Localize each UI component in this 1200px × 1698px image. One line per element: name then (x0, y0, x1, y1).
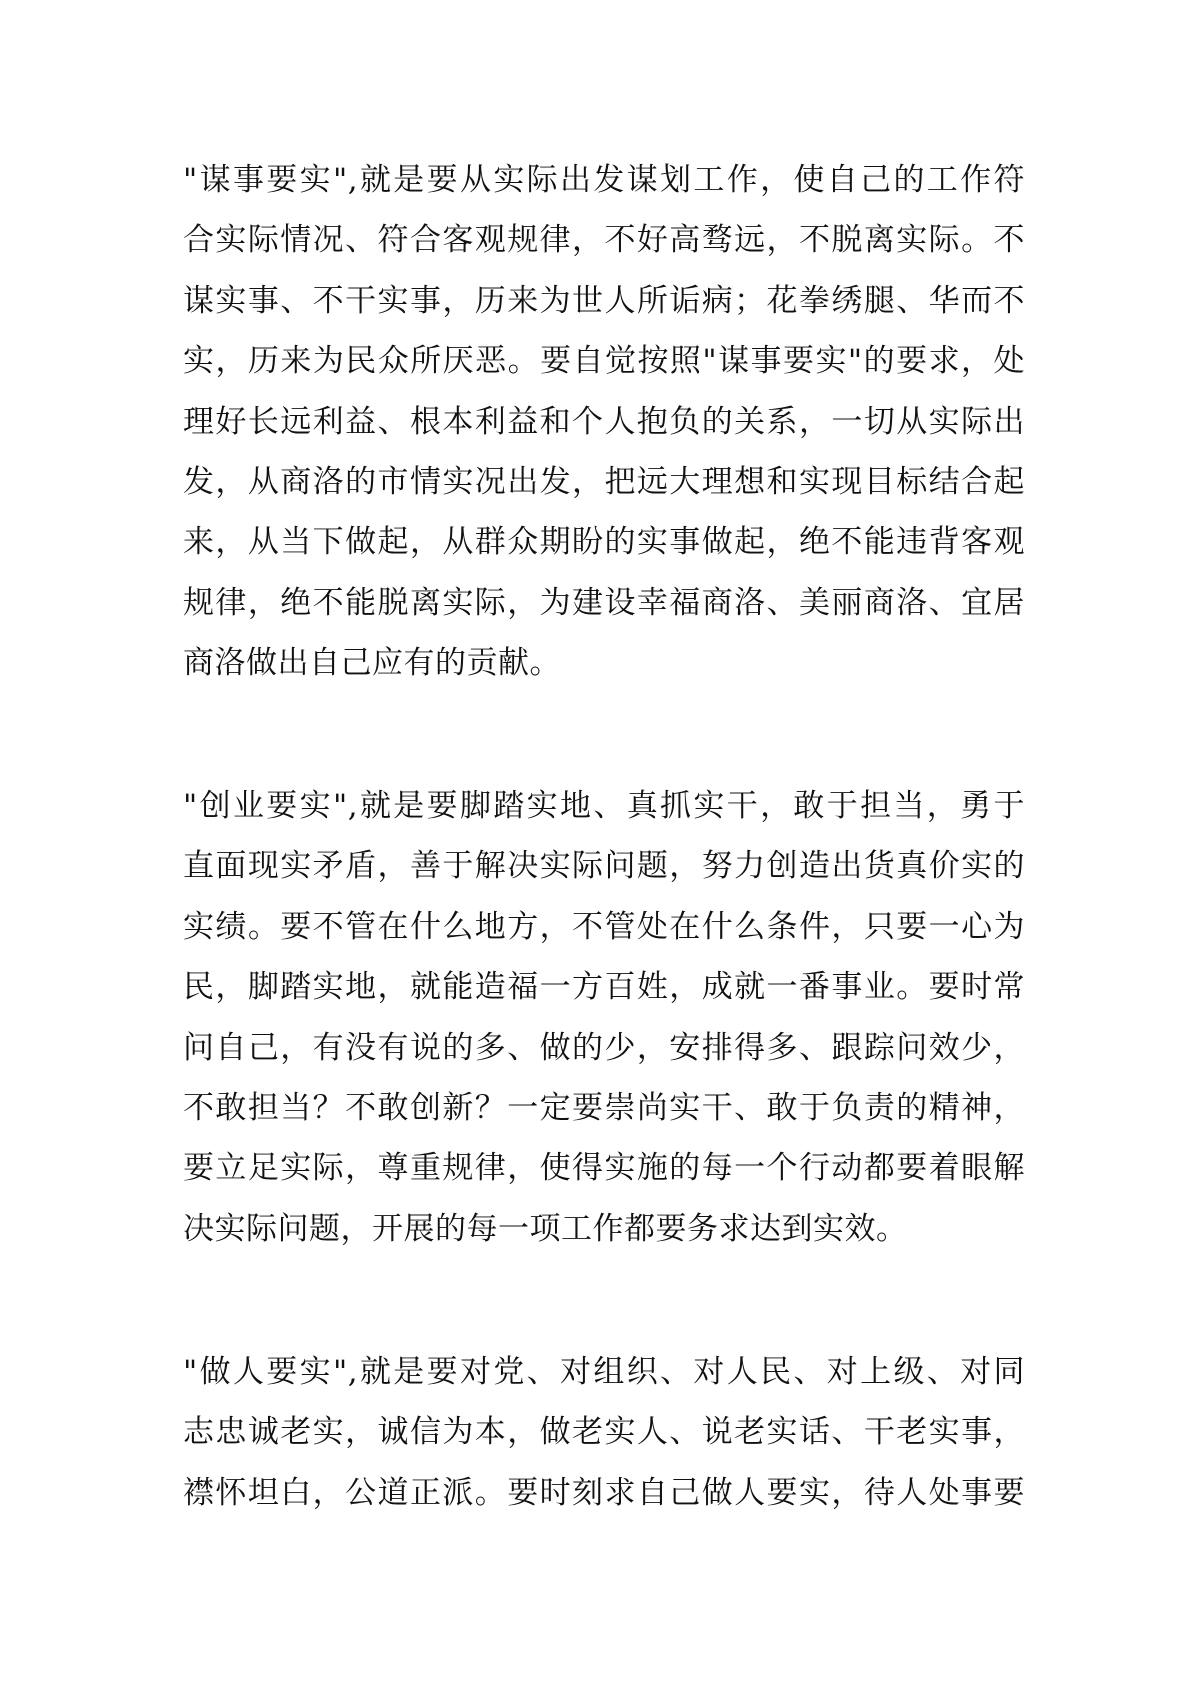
text-line: 襟怀坦白，公道正派。要时刻求自己做人要实，待人处事要 (183, 1474, 1025, 1511)
text-line: 理好长远利益、根本利益和个人抱负的关系，一切从实际出 (183, 403, 1025, 440)
paragraph-scheming-practical (183, 150, 1025, 694)
text-line: 发，从商洛的市情实况出发，把远大理想和实现目标结合起 (183, 463, 1025, 500)
text-line: 问自己，有没有说的多、做的少，安排得多、跟踪问效少， (183, 1029, 1025, 1066)
text-line: 要立足实际，尊重规律，使得实施的每一个行动都要着眼解 (183, 1150, 1025, 1187)
text-line: 直面现实矛盾，善于解决实际问题，努力创造出货真价实的 (183, 848, 1025, 885)
paragraph-conduct-practical (183, 1342, 1025, 1523)
text-line: 民，脚踏实地，就能造福一方百姓，成就一番事业。要时常 (183, 969, 1025, 1006)
text-line: 实绩。要不管在什么地方，不管处在什么条件，只要一心为 (183, 908, 1025, 945)
text-line: 商洛做出自己应有的贡献。 (183, 645, 561, 682)
text-line: "谋事要实",就是要从实际出发谋划工作，使自己的工作符 (183, 162, 1025, 198)
text-line: 规律，绝不能脱离实际，为建设幸福商洛、美丽商洛、宜居 (183, 584, 1025, 621)
text-line: 志忠诚老实，诚信为本，做老实人、说老实话、干老实事， (183, 1414, 1025, 1451)
text-line: 决实际问题，开展的每一项工作都要务求达到实效。 (183, 1210, 908, 1247)
text-line: "做人要实",就是要对党、对组织、对人民、对上级、对同 (183, 1354, 1025, 1390)
text-line: 合实际情况、符合客观规律，不好高骛远，不脱离实际。不 (183, 222, 1025, 259)
text-line: 不敢担当？不敢创新？一定要崇尚实干、敢于负责的精神， (183, 1089, 1025, 1126)
text-line: 实，历来为民众所厌恶。要自觉按照"谋事要实"的要求，处 (183, 343, 1025, 380)
text-line: "创业要实",就是要脚踏实地、真抓实干，敢于担当，勇于 (183, 788, 1025, 824)
text-line: 谋实事、不干实事，历来为世人所诟病；花拳绣腿、华而不 (183, 282, 1025, 319)
text-line: 来，从当下做起，从群众期盼的实事做起，绝不能违背客观 (183, 524, 1025, 561)
paragraph-enterprise-practical (183, 776, 1025, 1259)
